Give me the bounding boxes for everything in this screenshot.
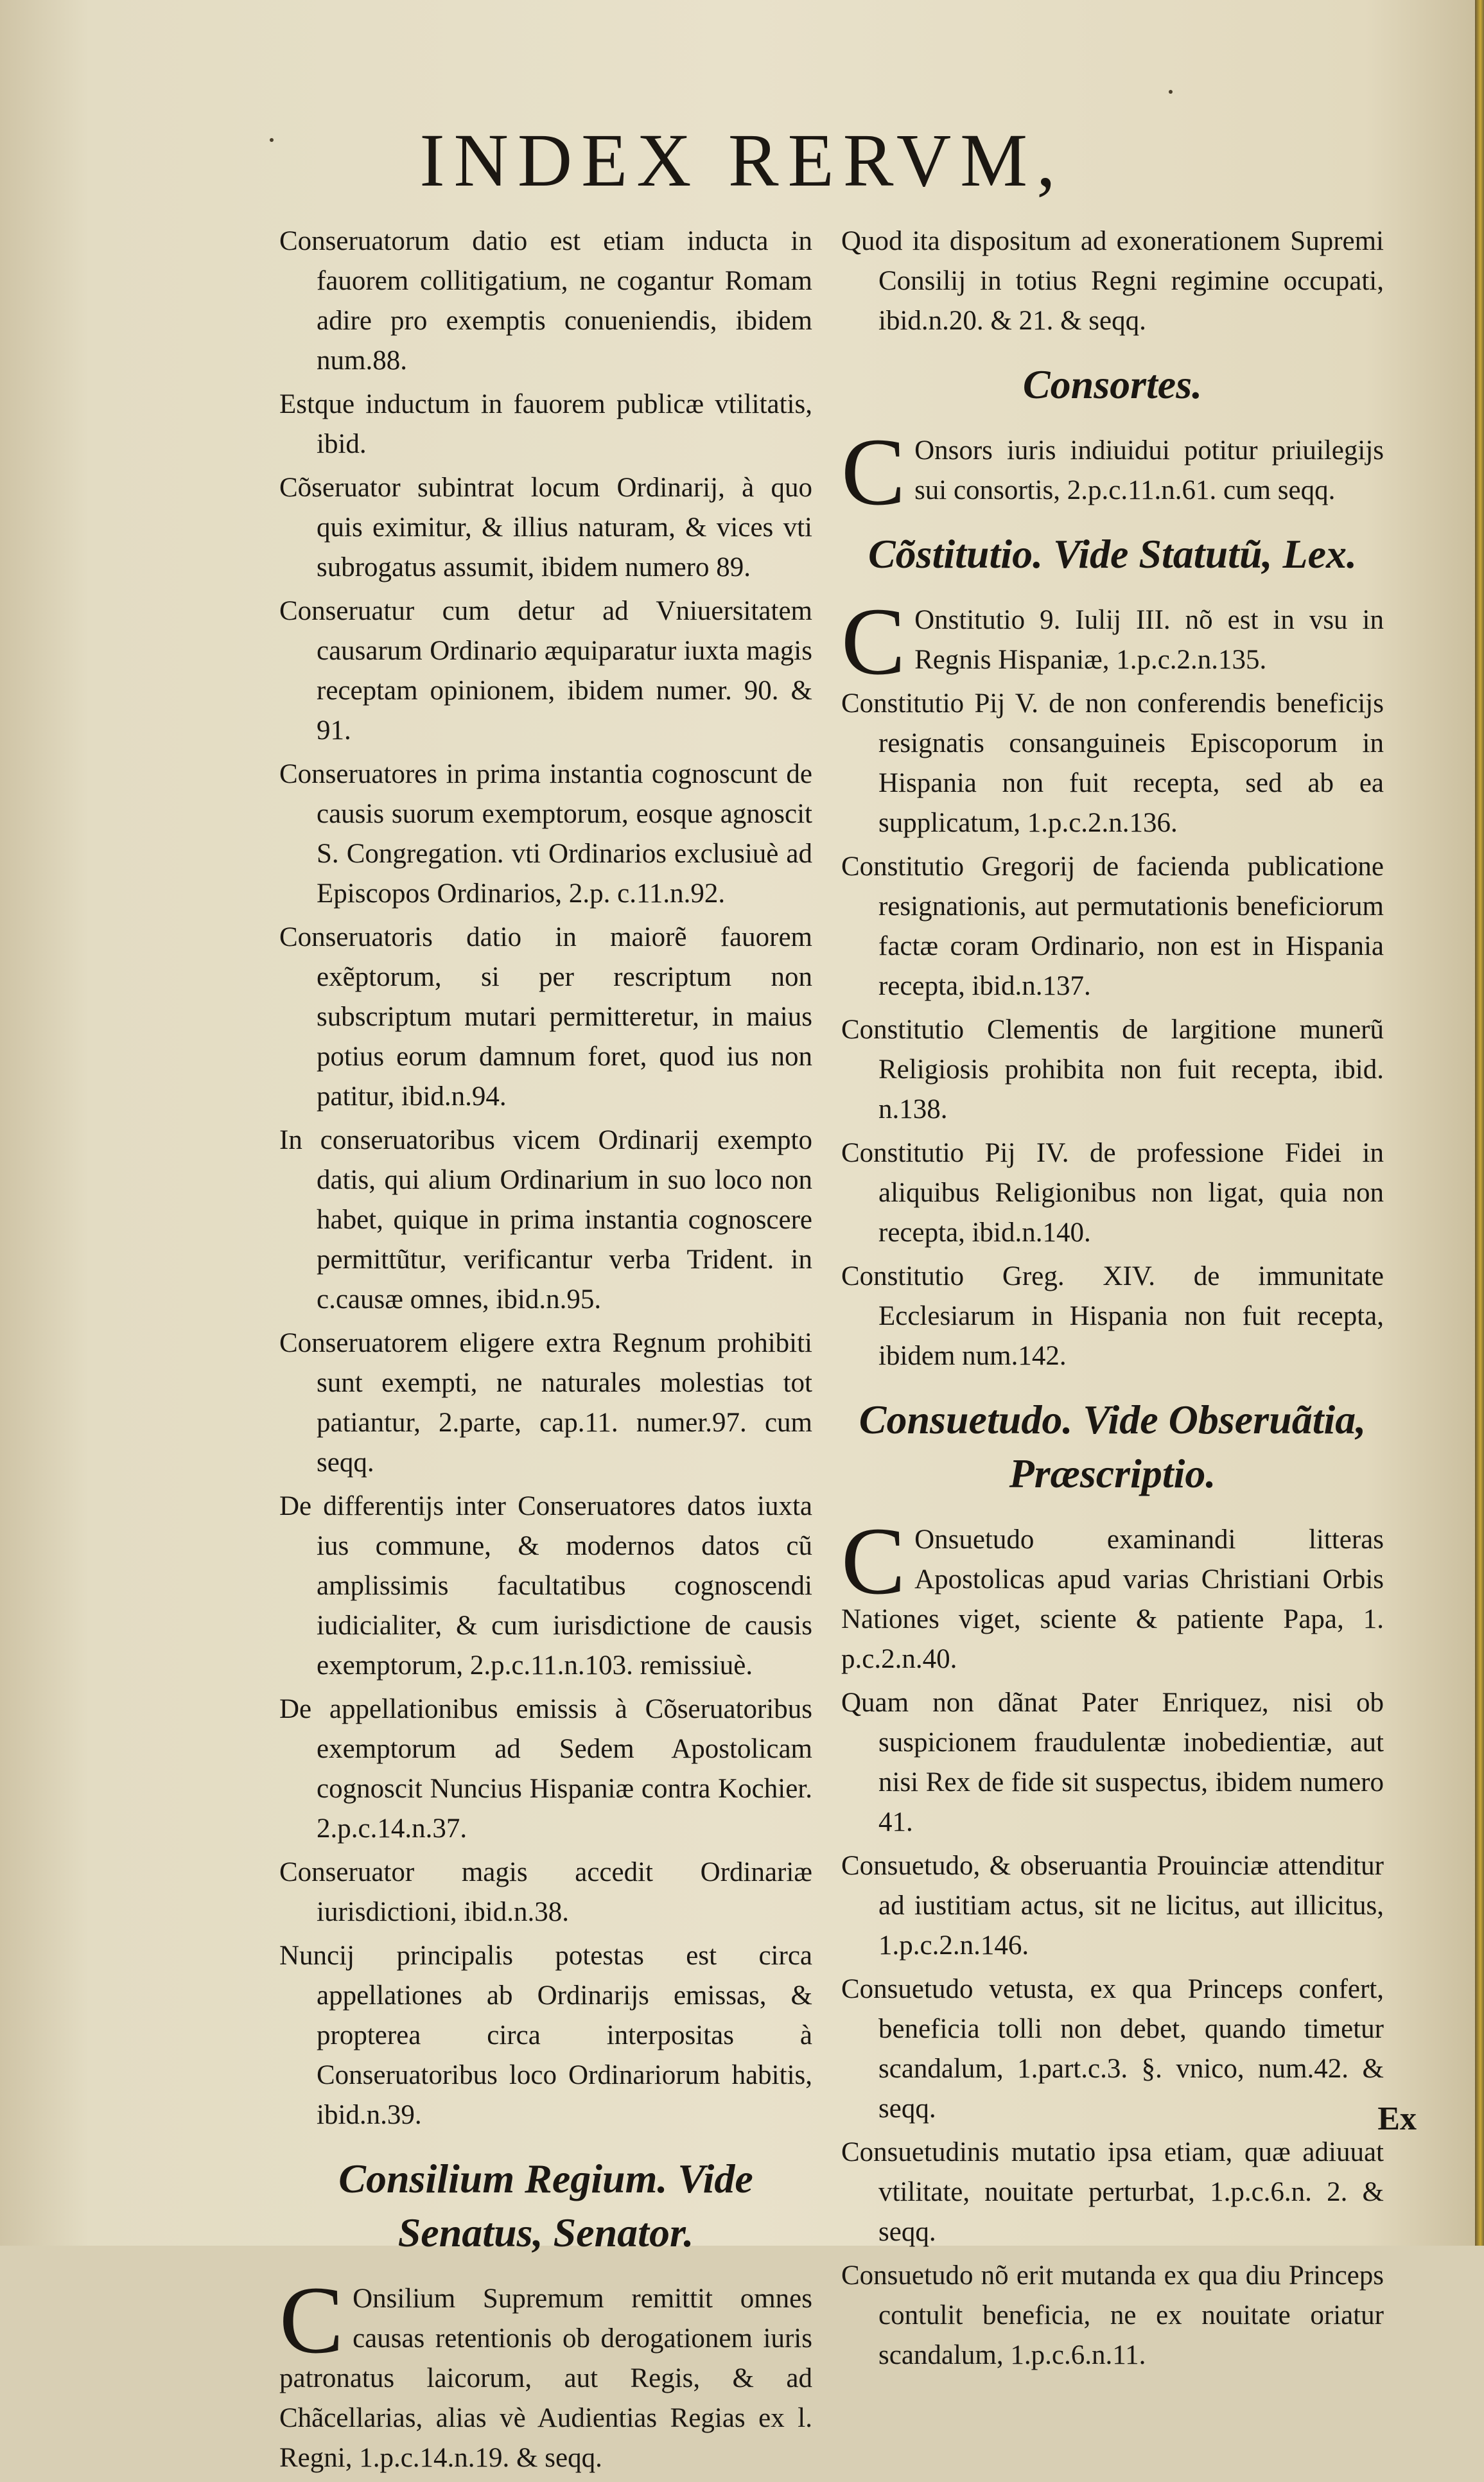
index-entry: Quam non dãnat Pater Enriquez, nisi ob suspicionem fraudulentæ inobedientiæ, aut nisi Rex de fide sit suspectus, ibidem numero 41. [841,1688,1384,1837]
index-entry: Conseruatorum datio est etiam inducta in fauorem collitigatium, ne cogantur Romam adire pro exemptis conueniendis, ibidem num.88. [279,226,812,376]
lead-text: Onstitutio 9. Iulij III. nõ est in vsu in Regnis Hispaniæ, 1.p.c.2.n.135. [914,605,1384,675]
index-entry: Conseruatur cum detur ad Vniuersitatem causarum Ordinario æquiparatur iuxta magis receptam opinionem, ibidem numer. 90. & 91. [279,596,812,746]
drop-cap: C [841,419,906,525]
index-entry-lead [279,2267,812,2478]
index-entry: Conseruatorem eligere extra Regnum prohibiti sunt exempti, ne naturales molestias tot patiantur, 2.parte, cap.11. numer.97. cum seqq. [279,1328,812,1478]
index-entry: In conseruatoribus vicem Ordinarij exempto datis, qui alium Ordinarium in suo loco non habet, quique in prima instantia cognoscere permittũtur, verificantur verba Trident. in c.causæ omnes, ibid.n.95. [279,1125,812,1315]
index-entry: Constitutio Pij V. de non conferendis beneficijs resignatis consanguineis Episcoporum in Hispania non fuit recepta, sed ab ea supplicatum, 1.p.c.2.n.136. [841,688,1384,838]
ink-speck [1169,90,1173,94]
catchword: Ex [1377,2101,1417,2137]
page-title: INDEX RERVM, [419,118,1065,202]
index-entry: Constitutio Gregorij de facienda publicatione resignationis, aut permutationis beneficiorum factæ coram Ordinario, non est in Hispania recepta, ibid.n.137. [841,852,1384,1001]
index-entry: Constitutio Greg. XIV. de immunitate Ecclesiarum in Hispania non fuit recepta, ibidem num.142. [841,1261,1384,1371]
gilt-page-edge [1475,0,1484,2246]
ink-speck [270,138,274,142]
left-column [279,222,812,2482]
index-entry: Conseruatoris datio in maiorẽ fauorem exẽptorum, si per rescriptum non subscriptum mutari permitteretur, in maius potius eorum damnum foret, quod ius non patitur, ibid.n.94. [279,922,812,1112]
section-heading-constitutio: Cõstitutio. Vide Statutũ, Lex. [868,531,1357,577]
index-entry: Quod ita dispositum ad exonerationem Supremi Consilij in totius Regni regimine occupati, ibid.n.20. & 21. & seqq. [841,226,1384,336]
drop-cap: C [279,2267,344,2373]
index-entry: Nuncij principalis potestas est circa appellationes ab Ordinarijs emissas, & propterea circa interpositas à Conseruatoribus loco Ordinariorum habitis, ibid.n.39. [279,1941,812,2130]
section-heading-consortes: Consortes. [1022,362,1203,407]
lead-text: Onsuetudo examinandi litteras Apostolicas apud varias Christiani Orbis Nationes viget, sciente & patiente Papa, 1. p.c.2.n.40. [841,1525,1384,1674]
section-heading-consuetudo: Consuetudo. Vide Obseruãtia, Præscriptio. [859,1397,1366,1496]
drop-cap: C [841,1508,906,1614]
index-entry: Conseruatores in prima instantia cognoscunt de causis suorum exemptorum, eosque agnoscit S. Congregation. vti Ordinarios exclusiuè ad Episcopos Ordinarios, 2.p. c.11.n.92. [279,759,812,909]
index-entry: Conseruator magis accedit Ordinariæ iurisdictioni, ibid.n.38. [279,1857,812,1927]
index-entry-lead [841,588,1384,695]
drop-cap: C [841,588,906,695]
index-entry: Consuetudo vetusta, ex qua Princeps confert, beneficia tolli non debet, quando timetur scandalum, 1.part.c.3. §. vnico, num.42. & seqq. [841,1974,1384,2124]
index-entry: De differentijs inter Conseruatores datos iuxta ius commune, & modernos datos cũ amplissimis facultatibus cognoscendi iudicialiter, & cum iurisdictione de causis exemptorum, 2.p.c.11.n.103. remissiuè. [279,1491,812,1681]
index-entry: Constitutio Pij IV. de professione Fidei in aliquibus Religionibus non ligat, quia non recepta, ibid.n.140. [841,1138,1384,1248]
index-entry-lead [841,1508,1384,1679]
lead-text: Onsilium Supremum remittit omnes causas retentionis ob derogationem iuris patronatus laicorum, aut Regis, & ad Chãcellarias, alias vè Audientias Regias ex l. Regni, 1.p.c.14.n.19. & seqq. [279,2284,812,2473]
index-entry: Constitutio Clementis de largitione munerũ Religiosis prohibita non fuit recepta, ibid. n.138. [841,1015,1384,1124]
index-entry: Consuetudo nõ erit mutanda ex qua diu Princeps contulit beneficia, ne ex nouitate oriatur scandalum, 1.p.c.6.n.11. [841,2260,1384,2370]
right-column [841,222,1384,2379]
section-heading-consilium: Consilium Regium. Vide Senatus, Senator. [338,2156,753,2255]
index-entry: Consuetudinis mutatio ipsa etiam, quæ adiuuat vtilitate, nouitate perturbat, 1.p.c.6.n. 2. & seqq. [841,2137,1384,2247]
index-entry: Estque inductum in fauorem publicæ vtilitatis, ibid. [279,389,812,459]
index-entry: Consuetudo, & obseruantia Prouinciæ attenditur ad iustitiam actus, sit ne licitus, aut illicitus, 1.p.c.2.n.146. [841,1851,1384,1961]
index-entry: De appellationibus emissis à Cõseruatoribus exemptorum ad Sedem Apostolicam cognoscit Nuncius Hispaniæ contra Kochier. 2.p.c.14.n.37. [279,1694,812,1844]
index-entry-lead [841,419,1384,525]
lead-text: Onsors iuris indiuidui potitur priuilegijs sui consortis, 2.p.c.11.n.61. cum seqq. [914,435,1384,505]
index-entry: Cõseruator subintrat locum Ordinarij, à quo quis eximitur, & illius naturam, & vices vti subrogatus assumit, ibidem numero 89. [279,473,812,582]
